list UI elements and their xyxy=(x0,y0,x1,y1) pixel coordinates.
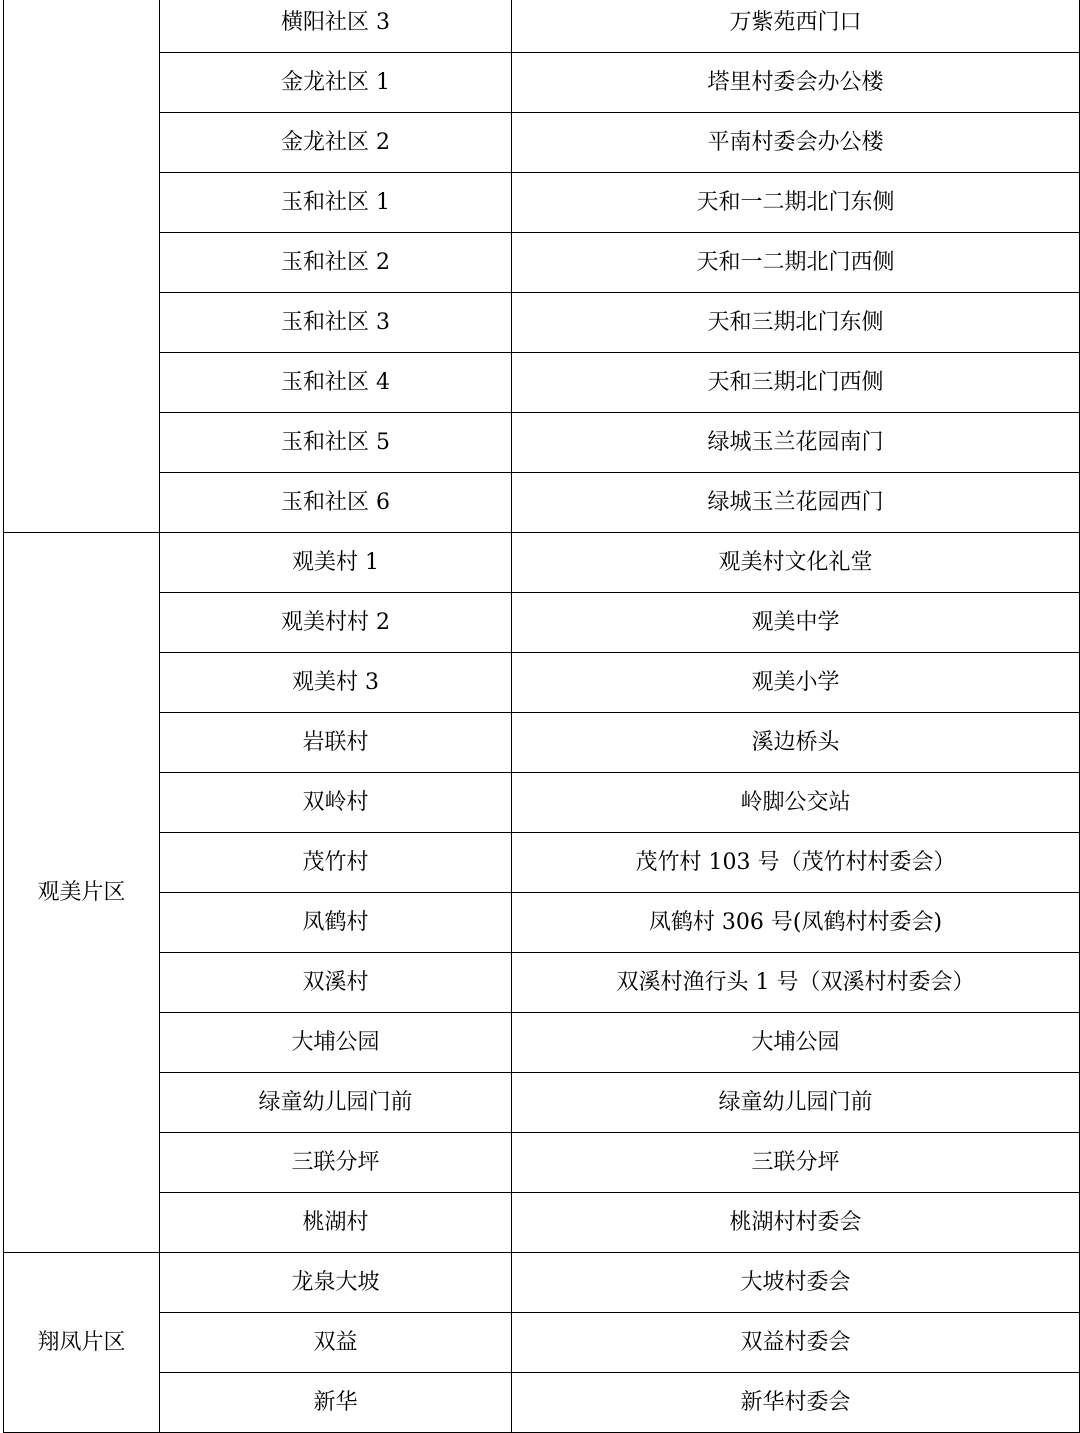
table-row xyxy=(4,593,1080,653)
site-name-cell: 双益 xyxy=(160,1313,512,1373)
site-name-cell: 凤鹤村 xyxy=(160,893,512,953)
location-cell: 塔里村委会办公楼 xyxy=(512,53,1080,113)
table-row xyxy=(4,1313,1080,1373)
location-cell: 新华村委会 xyxy=(512,1373,1080,1433)
table-row xyxy=(4,1373,1080,1433)
table-row xyxy=(4,833,1080,893)
location-cell: 大埔公园 xyxy=(512,1013,1080,1073)
location-cell: 双益村委会 xyxy=(512,1313,1080,1373)
location-cell: 万紫苑西门口 xyxy=(512,0,1080,53)
site-name-cell: 绿童幼儿园门前 xyxy=(160,1073,512,1133)
location-cell: 观美中学 xyxy=(512,593,1080,653)
location-cell: 绿童幼儿园门前 xyxy=(512,1073,1080,1133)
location-cell: 天和三期北门东侧 xyxy=(512,293,1080,353)
table-row xyxy=(4,953,1080,1013)
location-cell: 绿城玉兰花园南门 xyxy=(512,413,1080,473)
site-name-cell: 大埔公园 xyxy=(160,1013,512,1073)
site-name-cell: 茂竹村 xyxy=(160,833,512,893)
site-name-cell: 龙泉大坡 xyxy=(160,1253,512,1313)
location-cell: 桃湖村村委会 xyxy=(512,1193,1080,1253)
location-cell: 三联分坪 xyxy=(512,1133,1080,1193)
site-name-cell: 玉和社区 1 xyxy=(160,173,512,233)
table-row xyxy=(4,353,1080,413)
site-name-cell: 观美村村 2 xyxy=(160,593,512,653)
table-row xyxy=(4,1073,1080,1133)
table-row xyxy=(4,53,1080,113)
site-name-cell: 玉和社区 2 xyxy=(160,233,512,293)
location-cell: 观美村文化礼堂 xyxy=(512,533,1080,593)
table-row xyxy=(4,893,1080,953)
table-row xyxy=(4,533,1080,593)
site-name-cell: 桃湖村 xyxy=(160,1193,512,1253)
location-cell: 天和一二期北门东侧 xyxy=(512,173,1080,233)
table-row xyxy=(4,0,1080,53)
table-row xyxy=(4,1253,1080,1313)
site-name-cell: 玉和社区 6 xyxy=(160,473,512,533)
site-name-cell: 新华 xyxy=(160,1373,512,1433)
site-name-cell: 三联分坪 xyxy=(160,1133,512,1193)
table-row xyxy=(4,173,1080,233)
table-row xyxy=(4,1193,1080,1253)
location-cell: 茂竹村 103 号（茂竹村村委会） xyxy=(512,833,1080,893)
location-cell: 绿城玉兰花园西门 xyxy=(512,473,1080,533)
table-row xyxy=(4,653,1080,713)
location-cell: 天和三期北门西侧 xyxy=(512,353,1080,413)
table-row xyxy=(4,233,1080,293)
location-cell: 双溪村渔行头 1 号（双溪村村委会） xyxy=(512,953,1080,1013)
site-name-cell: 玉和社区 3 xyxy=(160,293,512,353)
table-row xyxy=(4,293,1080,353)
site-name-cell: 岩联村 xyxy=(160,713,512,773)
table-row xyxy=(4,113,1080,173)
testing-sites-table xyxy=(3,0,1080,1433)
site-name-cell: 横阳社区 3 xyxy=(160,0,512,53)
location-cell: 天和一二期北门西侧 xyxy=(512,233,1080,293)
location-cell: 大坡村委会 xyxy=(512,1253,1080,1313)
site-name-cell: 金龙社区 2 xyxy=(160,113,512,173)
area-cell xyxy=(4,0,160,533)
location-cell: 凤鹤村 306 号(凤鹤村村委会) xyxy=(512,893,1080,953)
site-name-cell: 玉和社区 4 xyxy=(160,353,512,413)
location-cell: 岭脚公交站 xyxy=(512,773,1080,833)
location-cell: 平南村委会办公楼 xyxy=(512,113,1080,173)
site-name-cell: 双溪村 xyxy=(160,953,512,1013)
site-name-cell: 观美村 1 xyxy=(160,533,512,593)
area-cell: 观美片区 xyxy=(4,533,160,1253)
table-row xyxy=(4,413,1080,473)
site-name-cell: 玉和社区 5 xyxy=(160,413,512,473)
table-row xyxy=(4,713,1080,773)
area-cell: 翔凤片区 xyxy=(4,1253,160,1433)
location-cell: 观美小学 xyxy=(512,653,1080,713)
location-cell: 溪边桥头 xyxy=(512,713,1080,773)
table-row xyxy=(4,773,1080,833)
site-name-cell: 金龙社区 1 xyxy=(160,53,512,113)
table-row xyxy=(4,1013,1080,1073)
site-name-cell: 观美村 3 xyxy=(160,653,512,713)
site-name-cell: 双岭村 xyxy=(160,773,512,833)
table-row xyxy=(4,1133,1080,1193)
table-row xyxy=(4,473,1080,533)
